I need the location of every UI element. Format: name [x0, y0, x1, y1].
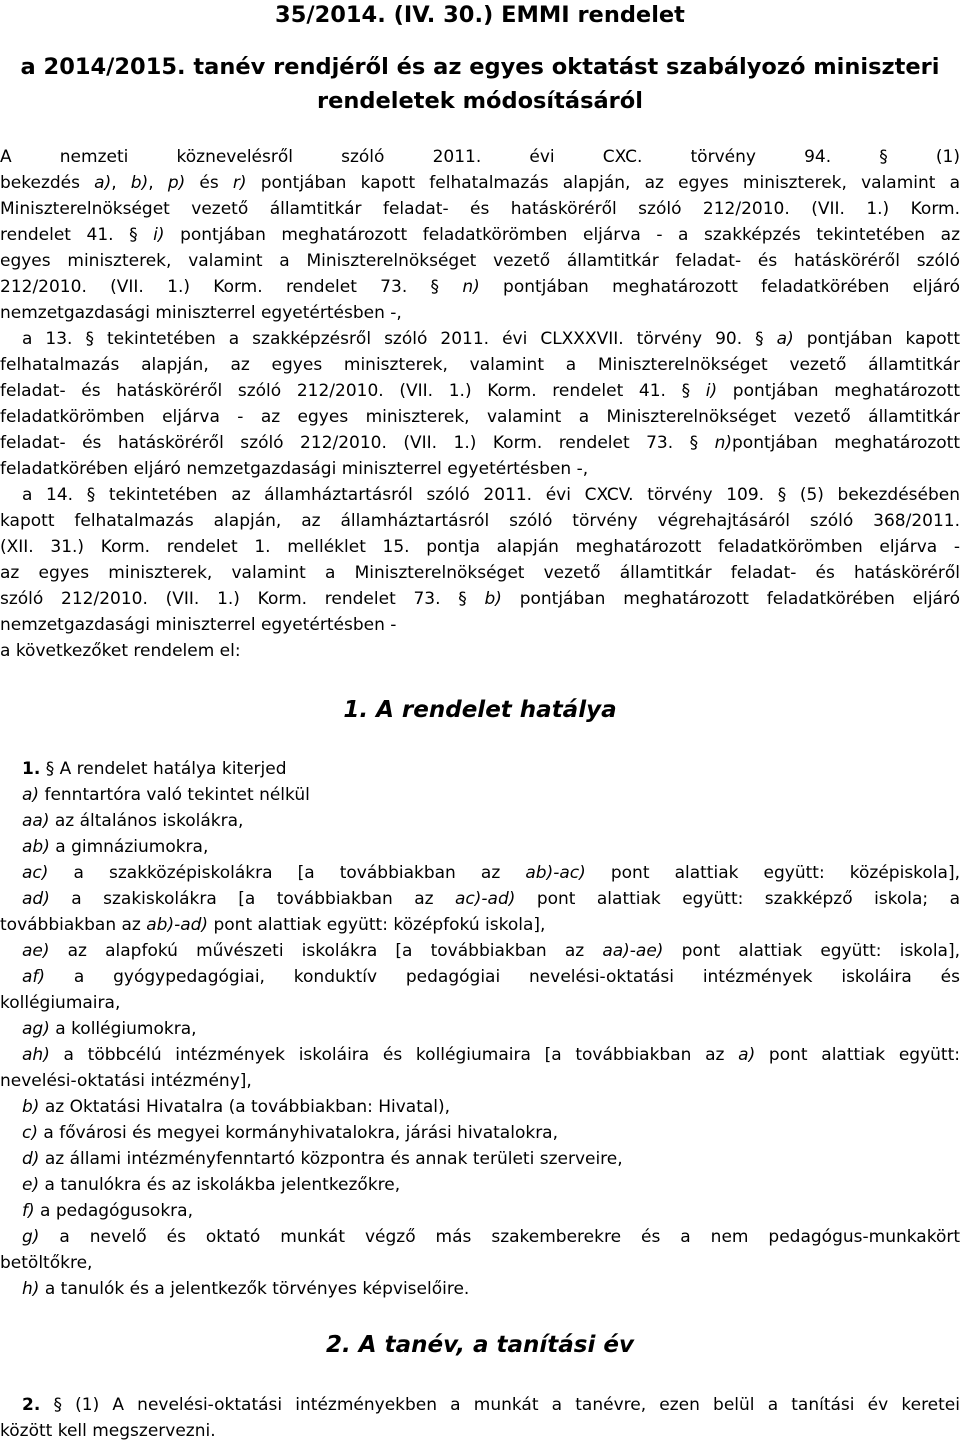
- section-1-line: ab) a gimnáziumokra,: [22, 837, 209, 857]
- preamble-line: a 14. § tekintetében az államháztartásról szóló 2011. évi CXCV. törvény 109. § (5) bekezdésében: [22, 485, 960, 505]
- section-1-line: 1. § A rendelet hatálya kiterjed: [22, 759, 287, 779]
- preamble-line: feladat- és hatásköréről szóló 212/2010. (VII. 1.) Korm. rendelet 41. § i) pontjában meghatározott: [0, 381, 960, 401]
- section-heading-2: 2. A tanév, a tanítási év: [326, 1332, 634, 1358]
- section-1-line: ag) a kollégiumokra,: [22, 1019, 197, 1039]
- section-1-line: továbbiakban az ab)-ad) pont alattiak együtt: középfokú iskola],: [0, 915, 546, 935]
- preamble-line: (XII. 31.) Korm. rendelet 1. melléklet 15. pontja alapján meghatározott feladatkörömben eljárva -: [0, 537, 960, 557]
- section-1-line: e) a tanulókra és az iskolákba jelentkezőkre,: [22, 1175, 401, 1195]
- preamble-line: feladatkörömben eljárva - az egyes miniszterek, valamint a Miniszterelnökséget vezető államtitkár: [0, 407, 960, 427]
- document-subtitle-line-2: rendeletek módosításáról: [317, 88, 643, 114]
- preamble-line: nemzetgazdasági miniszterrel egyetértésben -,: [0, 303, 402, 323]
- preamble-line: nemzetgazdasági miniszterrel egyetértésben -: [0, 615, 397, 635]
- preamble-line: egyes miniszterek, valamint a Miniszterelnökséget vezető államtitkár feladat- és hatásköréről szóló: [0, 251, 960, 271]
- section-1-line: ad) a szakiskolákra [a továbbiakban az ac)-ad) pont alattiak együtt: szakképző iskola; a: [22, 889, 960, 909]
- preamble-line: 212/2010. (VII. 1.) Korm. rendelet 73. § n) pontjában meghatározott feladatkörében eljáró: [0, 277, 960, 297]
- section-1-line: h) a tanulók és a jelentkezők törvényes képviselőire.: [22, 1279, 470, 1299]
- preamble-line: a következőket rendelem el:: [0, 641, 241, 661]
- preamble-line: felhatalmazás alapján, az egyes miniszterek, valamint a Miniszterelnökséget vezető államtitkár: [0, 355, 960, 375]
- section-1-line: betöltőkre,: [0, 1253, 93, 1273]
- section-1-line: f) a pedagógusokra,: [22, 1201, 193, 1221]
- preamble-line: az egyes miniszterek, valamint a Miniszterelnökséget vezető államtitkár feladat- és hatásköréről: [0, 563, 960, 583]
- section-1-line: nevelési-oktatási intézmény],: [0, 1071, 252, 1091]
- section-1-line: c) a fővárosi és megyei kormányhivatalokra, járási hivatalokra,: [22, 1123, 559, 1143]
- section-1-line: af) a gyógypedagógiai, konduktív pedagógiai nevelési-oktatási intézmények iskoláira és: [22, 967, 960, 987]
- document-subtitle-line-1: a 2014/2015. tanév rendjéről és az egyes oktatást szabályozó miniszteri: [20, 54, 940, 80]
- preamble-line: a 13. § tekintetében a szakképzésről szóló 2011. évi CLXXXVII. törvény 90. § a) pontjában kapott: [22, 329, 960, 349]
- section-1-line: g) a nevelő és oktató munkát végző más szakemberekre és a nem pedagógus-munkakört: [22, 1227, 960, 1247]
- section-2-line: 2. § (1) A nevelési-oktatási intézményekben a munkát a tanévre, ezen belül a tanítási év keretei: [22, 1395, 960, 1415]
- section-1-line: ac) a szakközépiskolákra [a továbbiakban az ab)-ac) pont alattiak együtt: középiskola],: [22, 863, 960, 883]
- preamble-line: Miniszterelnökséget vezető államtitkár feladat- és hatásköréről szóló 212/2010. (VII. 1.) Korm.: [0, 199, 960, 219]
- section-1-line: b) az Oktatási Hivatalra (a továbbiakban: Hivatal),: [22, 1097, 451, 1117]
- section-heading-1: 1. A rendelet hatálya: [343, 697, 617, 723]
- section-1-line: d) az állami intézményfenntartó központra és annak területi szerveire,: [22, 1149, 623, 1169]
- preamble-line: feladat- és hatásköréről szóló 212/2010. (VII. 1.) Korm. rendelet 73. § n)pontjában meghatározott: [0, 433, 960, 453]
- section-1-line: aa) az általános iskolákra,: [22, 811, 244, 831]
- preamble-line: A nemzeti köznevelésről szóló 2011. évi CXC. törvény 94. § (1): [0, 147, 960, 167]
- preamble-line: kapott felhatalmazás alapján, az államháztartásról szóló törvény végrehajtásáról szóló 368/2011.: [0, 511, 960, 531]
- preamble-line: rendelet 41. § i) pontjában meghatározott feladatkörömben eljárva - a szakképzés tekintetében az: [0, 225, 960, 245]
- preamble-line: feladatkörében eljáró nemzetgazdasági miniszterrel egyetértésben -,: [0, 459, 589, 479]
- preamble-line: szóló 212/2010. (VII. 1.) Korm. rendelet 73. § b) pontjában meghatározott feladatkörében eljáró: [0, 589, 960, 609]
- preamble-line: bekezdés a), b), p) és r) pontjában kapott felhatalmazás alapján, az egyes miniszterek, valamint a: [0, 173, 960, 193]
- section-1-line: ae) az alapfokú művészeti iskolákra [a továbbiakban az aa)-ae) pont alattiak együtt: iskola],: [22, 941, 960, 961]
- section-1-line: kollégiumaira,: [0, 993, 121, 1013]
- section-1-line: a) fenntartóra való tekintet nélkül: [22, 785, 310, 805]
- section-1-line: ah) a többcélú intézmények iskoláira és kollégiumaira [a továbbiakban az a) pont alattiak együtt:: [22, 1045, 960, 1065]
- section-2-line: között kell megszervezni.: [0, 1421, 216, 1441]
- document-title: 35/2014. (IV. 30.) EMMI rendelet: [275, 2, 685, 28]
